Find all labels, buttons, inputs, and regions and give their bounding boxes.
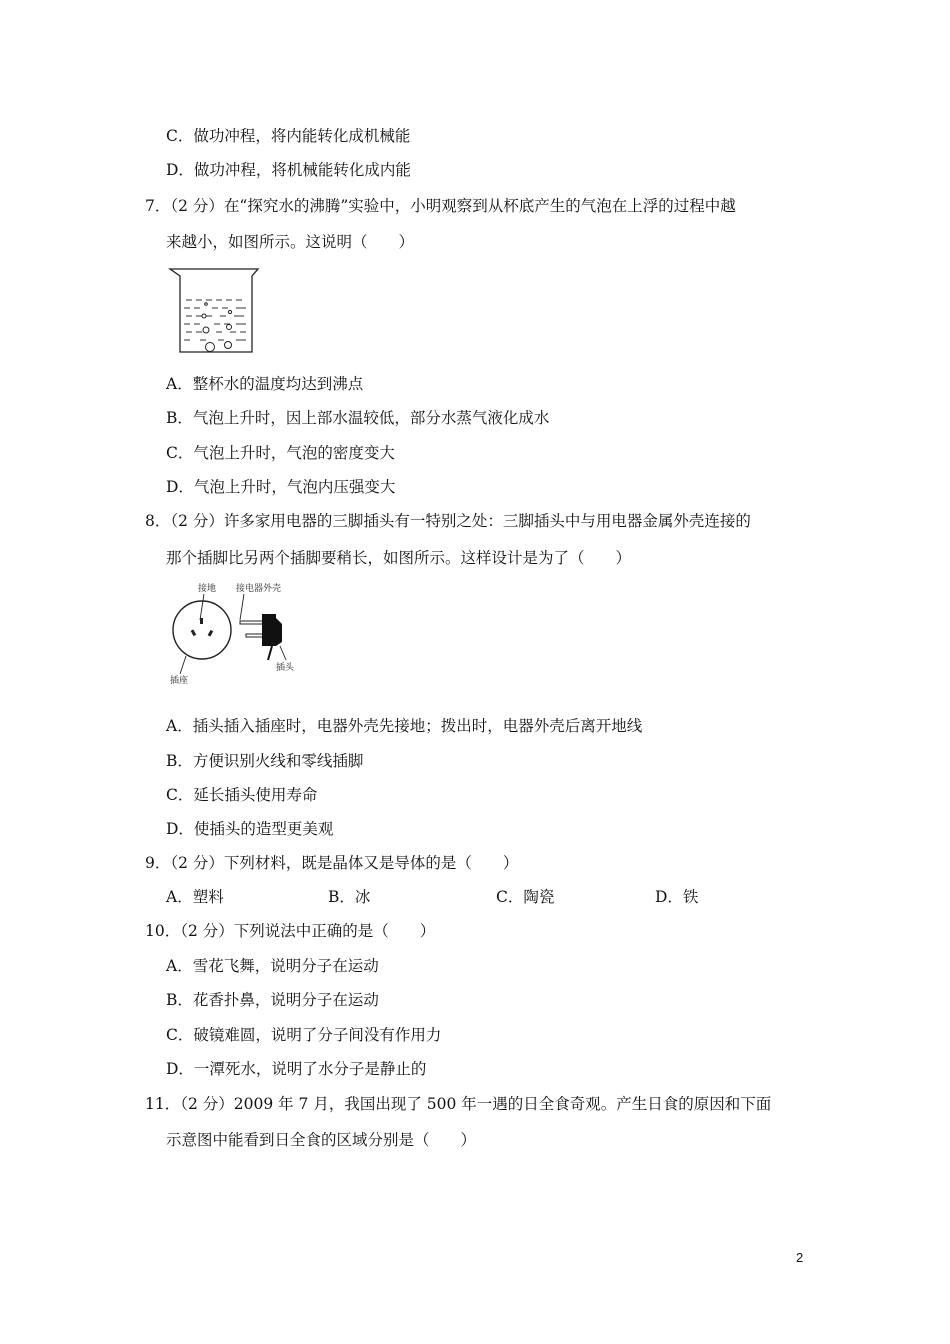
q11-stem-line2: 示意图中能看到日全食的区域分别是（ ） (166, 1131, 477, 1149)
q9-option-c: C．陶瓷 (496, 888, 555, 906)
q8-stem-line1: 8．（2 分）许多家用电器的三脚插头有一特别之处：三脚插头中与用电器金属外壳连接的 (145, 512, 751, 530)
label-ground: 接地 (198, 584, 217, 594)
q11-stem-line1: 11．（2 分）2009 年 7 月，我国出现了 500 年一遇的日全食奇观。产生日食的原因和下面 (145, 1095, 772, 1113)
q7-option-a: A．整杯水的温度均达到沸点 (166, 375, 364, 393)
q10-option-b: B．花香扑鼻，说明分子在运动 (166, 991, 379, 1009)
q6-option-c: C．做功冲程，将内能转化成机械能 (166, 127, 411, 145)
label-shell: 接电器外壳 (236, 584, 282, 594)
q10-option-c: C．破镜难圆，说明了分子间没有作用力 (166, 1026, 442, 1044)
q8-stem-line2: 那个插脚比另两个插脚要稍长，如图所示。这样设计是为了（ ） (166, 549, 632, 567)
q8-option-a: A．插头插入插座时，电器外壳先接地；拨出时，电器外壳后离开地线 (166, 717, 643, 735)
q7-stem-line2: 来越小，如图所示。这说明（ ） (166, 233, 415, 251)
q9-option-a: A．塑料 (166, 888, 224, 906)
q7-option-d: D．气泡上升时，气泡内压强变大 (166, 478, 396, 496)
q9-option-b: B．冰 (328, 888, 371, 906)
beaker-figure (166, 266, 262, 358)
q6-option-d: D．做功冲程，将机械能转化成内能 (166, 161, 411, 179)
plug-socket-figure (164, 580, 304, 688)
q10-option-d: D．一潭死水，说明了水分子是静止的 (166, 1060, 427, 1078)
label-plug: 插头 (276, 663, 295, 673)
q8-option-d: D．使插头的造型更美观 (166, 820, 334, 838)
q10-stem: 10．（2 分）下列说法中正确的是（ ） (145, 922, 436, 940)
q7-stem-line1: 7．（2 分）在“探究水的沸腾”实验中，小明观察到从杯底产生的气泡在上浮的过程中越 (145, 197, 736, 215)
q7-option-c: C．气泡上升时，气泡的密度变大 (166, 444, 395, 462)
q8-option-b: B．方便识别火线和零线插脚 (166, 752, 364, 770)
q8-option-c: C．延长插头使用寿命 (166, 786, 318, 804)
q9-stem: 9．（2 分）下列材料，既是晶体又是导体的是（ ） (145, 854, 519, 872)
q7-option-b: B．气泡上升时，因上部水温较低，部分水蒸气液化成水 (166, 409, 550, 427)
page-number: 2 (796, 1250, 804, 1265)
label-socket: 插座 (170, 676, 189, 686)
q10-option-a: A．雪花飞舞，说明分子在运动 (166, 957, 379, 975)
q9-option-d: D．铁 (655, 888, 699, 906)
